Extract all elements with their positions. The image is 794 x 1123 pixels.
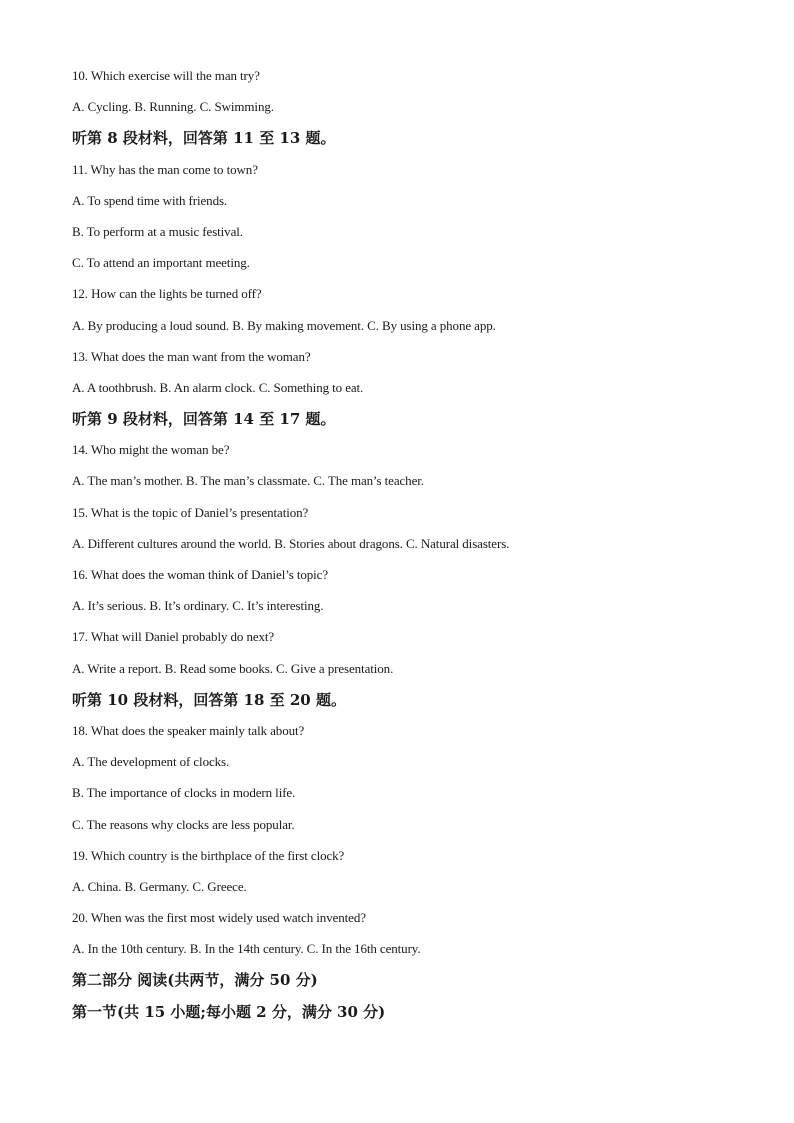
option-18-a: A. The development of clocks. — [72, 754, 230, 770]
section-heading-9: 听第 9 段材料，回答第 14 至 17 题。 — [72, 410, 336, 429]
option-18-c: C. The reasons why clocks are less popular. — [72, 816, 295, 832]
question-18: 18. What does the speaker mainly talk about? — [72, 722, 305, 738]
section-heading-8: 听第 8 段材料，回答第 11 至 13 题。 — [72, 129, 336, 148]
option-11-b: B. To perform at a music festival. — [72, 223, 243, 239]
options-15: A. Different cultures around the world. B. Stories about dragons. C. Natural disasters. — [72, 535, 510, 551]
options-20: A. In the 10th century. B. In the 14th century. C. In the 16th century. — [72, 941, 421, 957]
options-17: A. Write a report. B. Read some books. C. Give a presentation. — [72, 660, 394, 676]
question-14: 14. Who might the woman be? — [72, 442, 230, 458]
question-15: 15. What is the topic of Daniel’s presentation? — [72, 504, 309, 520]
document-page — [72, 66, 732, 1033]
option-11-a: A. To spend time with friends. — [72, 192, 228, 208]
options-13: A. A toothbrush. B. An alarm clock. C. Something to eat. — [72, 379, 364, 395]
question-13: 13. What does the man want from the woman? — [72, 348, 311, 364]
part-two-heading: 第二部分 阅读(共两节，满分 50 分) — [72, 971, 318, 990]
section-one-heading: 第一节(共 15 小题;每小题 2 分，满分 30 分) — [72, 1002, 386, 1021]
options-10: A. Cycling. B. Running. C. Swimming. — [72, 99, 274, 115]
option-11-c: C. To attend an important meeting. — [72, 255, 250, 271]
options-14: A. The man’s mother. B. The man’s classmate. C. The man’s teacher. — [72, 473, 424, 489]
question-10: 10. Which exercise will the man try? — [72, 68, 260, 83]
question-20: 20. When was the first most widely used watch invented? — [72, 910, 366, 926]
options-12: A. By producing a loud sound. B. By making movement. C. By using a phone app. — [72, 317, 496, 333]
options-16: A. It’s serious. B. It’s ordinary. C. It’s interesting. — [72, 598, 324, 614]
question-16: 16. What does the woman think of Daniel’s topic? — [72, 567, 328, 582]
options-19: A. China. B. Germany. C. Greece. — [72, 878, 247, 894]
question-11: 11. Why has the man come to town? — [72, 161, 258, 177]
question-17: 17. What will Daniel probably do next? — [72, 629, 275, 645]
question-19: 19. Which country is the birthplace of the first clock? — [72, 847, 345, 863]
section-heading-10: 听第 10 段材料，回答第 18 至 20 题。 — [72, 690, 346, 709]
option-18-b: B. The importance of clocks in modern life. — [72, 785, 296, 801]
question-12: 12. How can the lights be turned off? — [72, 286, 262, 302]
